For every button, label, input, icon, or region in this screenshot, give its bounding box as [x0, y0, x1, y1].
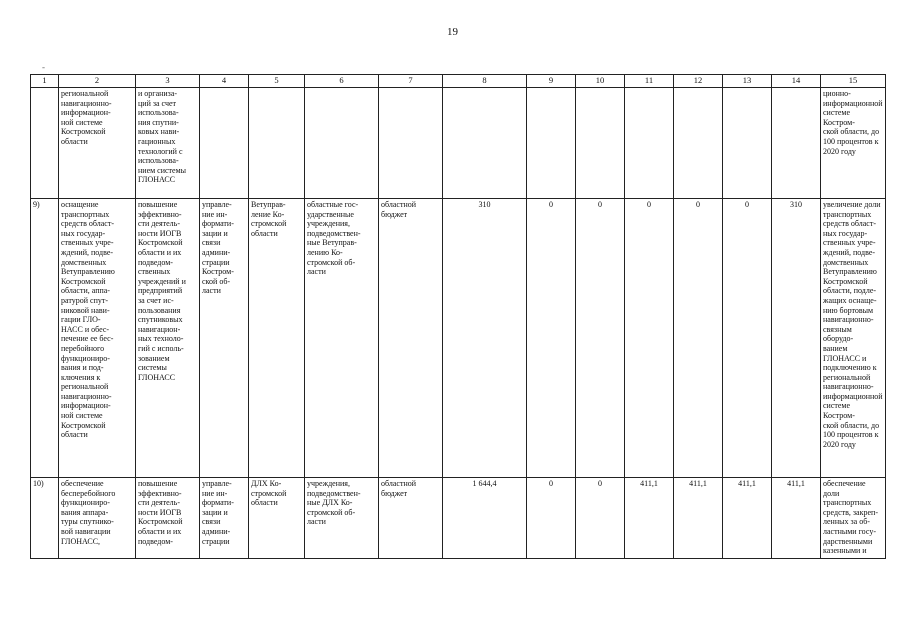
row-number: 9)	[31, 199, 59, 478]
coordinator	[200, 88, 249, 199]
expected-result: обеспечение доли транспортных средств, закреп- ленных за об- ластными госу- дарственными казенными и	[821, 478, 886, 559]
header-cell: 2	[59, 75, 136, 88]
participants: областные гос- ударственные учреждения, подведомствен- ные Ветуправ- лению Ко- стромской об- ласти	[305, 199, 379, 478]
header-cell: 7	[379, 75, 443, 88]
header-cell: 14	[772, 75, 821, 88]
header-cell: 4	[200, 75, 249, 88]
page-number: 19	[447, 26, 458, 38]
amount-year: 0	[527, 199, 576, 478]
amount-year: 0	[576, 478, 625, 559]
measure-name: обеспечение бесперебойного функциониро- вания аппара- туры спутнико- вой навигации ГЛОНАСС,	[59, 478, 136, 559]
participants	[305, 88, 379, 199]
amount-year: 310	[772, 199, 821, 478]
amount-year: 0	[674, 199, 723, 478]
funding-source: областной бюджет	[379, 478, 443, 559]
measure-goal: повышение эффективно- сти деятель- ности ИОГВ Костромской области и их подведом-	[136, 478, 200, 559]
row-number	[31, 88, 59, 199]
header-cell: 9	[527, 75, 576, 88]
amount-year	[527, 88, 576, 199]
amount-year: 0	[576, 199, 625, 478]
executor: ДЛХ Ко- стромской области	[249, 478, 305, 559]
expected-result: ционно- информационной системе Костром- ской области, до 100 процентов к 2020 году	[821, 88, 886, 199]
amount-year: 0	[527, 478, 576, 559]
funding-source	[379, 88, 443, 199]
header-row	[31, 75, 886, 88]
corner-mark: -	[42, 62, 45, 72]
amount-year	[723, 88, 772, 199]
amount-year	[576, 88, 625, 199]
header-cell: 8	[443, 75, 527, 88]
amount-year	[625, 88, 674, 199]
header-cell: 13	[723, 75, 772, 88]
funding-source: областной бюджет	[379, 199, 443, 478]
table-row	[31, 478, 886, 559]
table-row	[31, 88, 886, 199]
amount-year: 411,1	[625, 478, 674, 559]
header-cell: 12	[674, 75, 723, 88]
amount-total: 1 644,4	[443, 478, 527, 559]
executor	[249, 88, 305, 199]
amount-year: 0	[625, 199, 674, 478]
header-cell: 11	[625, 75, 674, 88]
header-cell: 5	[249, 75, 305, 88]
table-row	[31, 199, 886, 478]
amount-year: 411,1	[674, 478, 723, 559]
coordinator: управле- ние ин- формати- зации и связи админи- страции	[200, 478, 249, 559]
measure-name: региональной навигационно- информацион- ной системе Костромской области	[59, 88, 136, 199]
amount-total: 310	[443, 199, 527, 478]
measure-goal: и организа- ций за счет использова- ния спутни- ковых нави- гационных технологий с использова- нием системы ГЛОНАСС	[136, 88, 200, 199]
measure-goal: повышение эффективно- сти деятель- ности ИОГВ Костромской области и их подведом- ственных учреждений и предприятий за счет ис- пользования спутниковых навигацион- ных техноло- гий с исполь- зованием системы ГЛОНАСС	[136, 199, 200, 478]
measure-name: оснащение транспортных средств област- ных государ- ственных учре- ждений, подве- домственных Ветуправлению Костромской области, аппа- ратурой спут- никовой нави- гации ГЛО- НАСС и обес- печение ее бес- перебойного функциониро- вания и под- ключения к региональной навигационно- информацион- ной системе Костромской области	[59, 199, 136, 478]
coordinator: управле- ние ин- формати- зации и связи админи- страции Костром- ской об- ласти	[200, 199, 249, 478]
header-cell: 6	[305, 75, 379, 88]
amount-year	[772, 88, 821, 199]
amount-year: 0	[723, 199, 772, 478]
participants: учреждения, подведомствен- ные ДЛХ Ко- стромской об- ласти	[305, 478, 379, 559]
executor: Ветуправ- ление Ко- стромской области	[249, 199, 305, 478]
amount-year: 411,1	[772, 478, 821, 559]
expected-result: увеличение доли транспортных средств област- ных государ- ственных учре- ждений, подве- домственных Ветуправлению Костромской области, подле- жащих оснаще- нию бортовым навигационно- связным оборудо- ванием ГЛОНАСС и подключению к региональной навигационно- информационной системе Костром- ской области, до 100 процентов к 2020 году	[821, 199, 886, 478]
row-number: 10)	[31, 478, 59, 559]
header-cell: 15	[821, 75, 886, 88]
header-cell: 1	[31, 75, 59, 88]
program-table	[30, 74, 886, 559]
amount-total	[443, 88, 527, 199]
header-cell: 3	[136, 75, 200, 88]
amount-year: 411,1	[723, 478, 772, 559]
header-cell: 10	[576, 75, 625, 88]
amount-year	[674, 88, 723, 199]
